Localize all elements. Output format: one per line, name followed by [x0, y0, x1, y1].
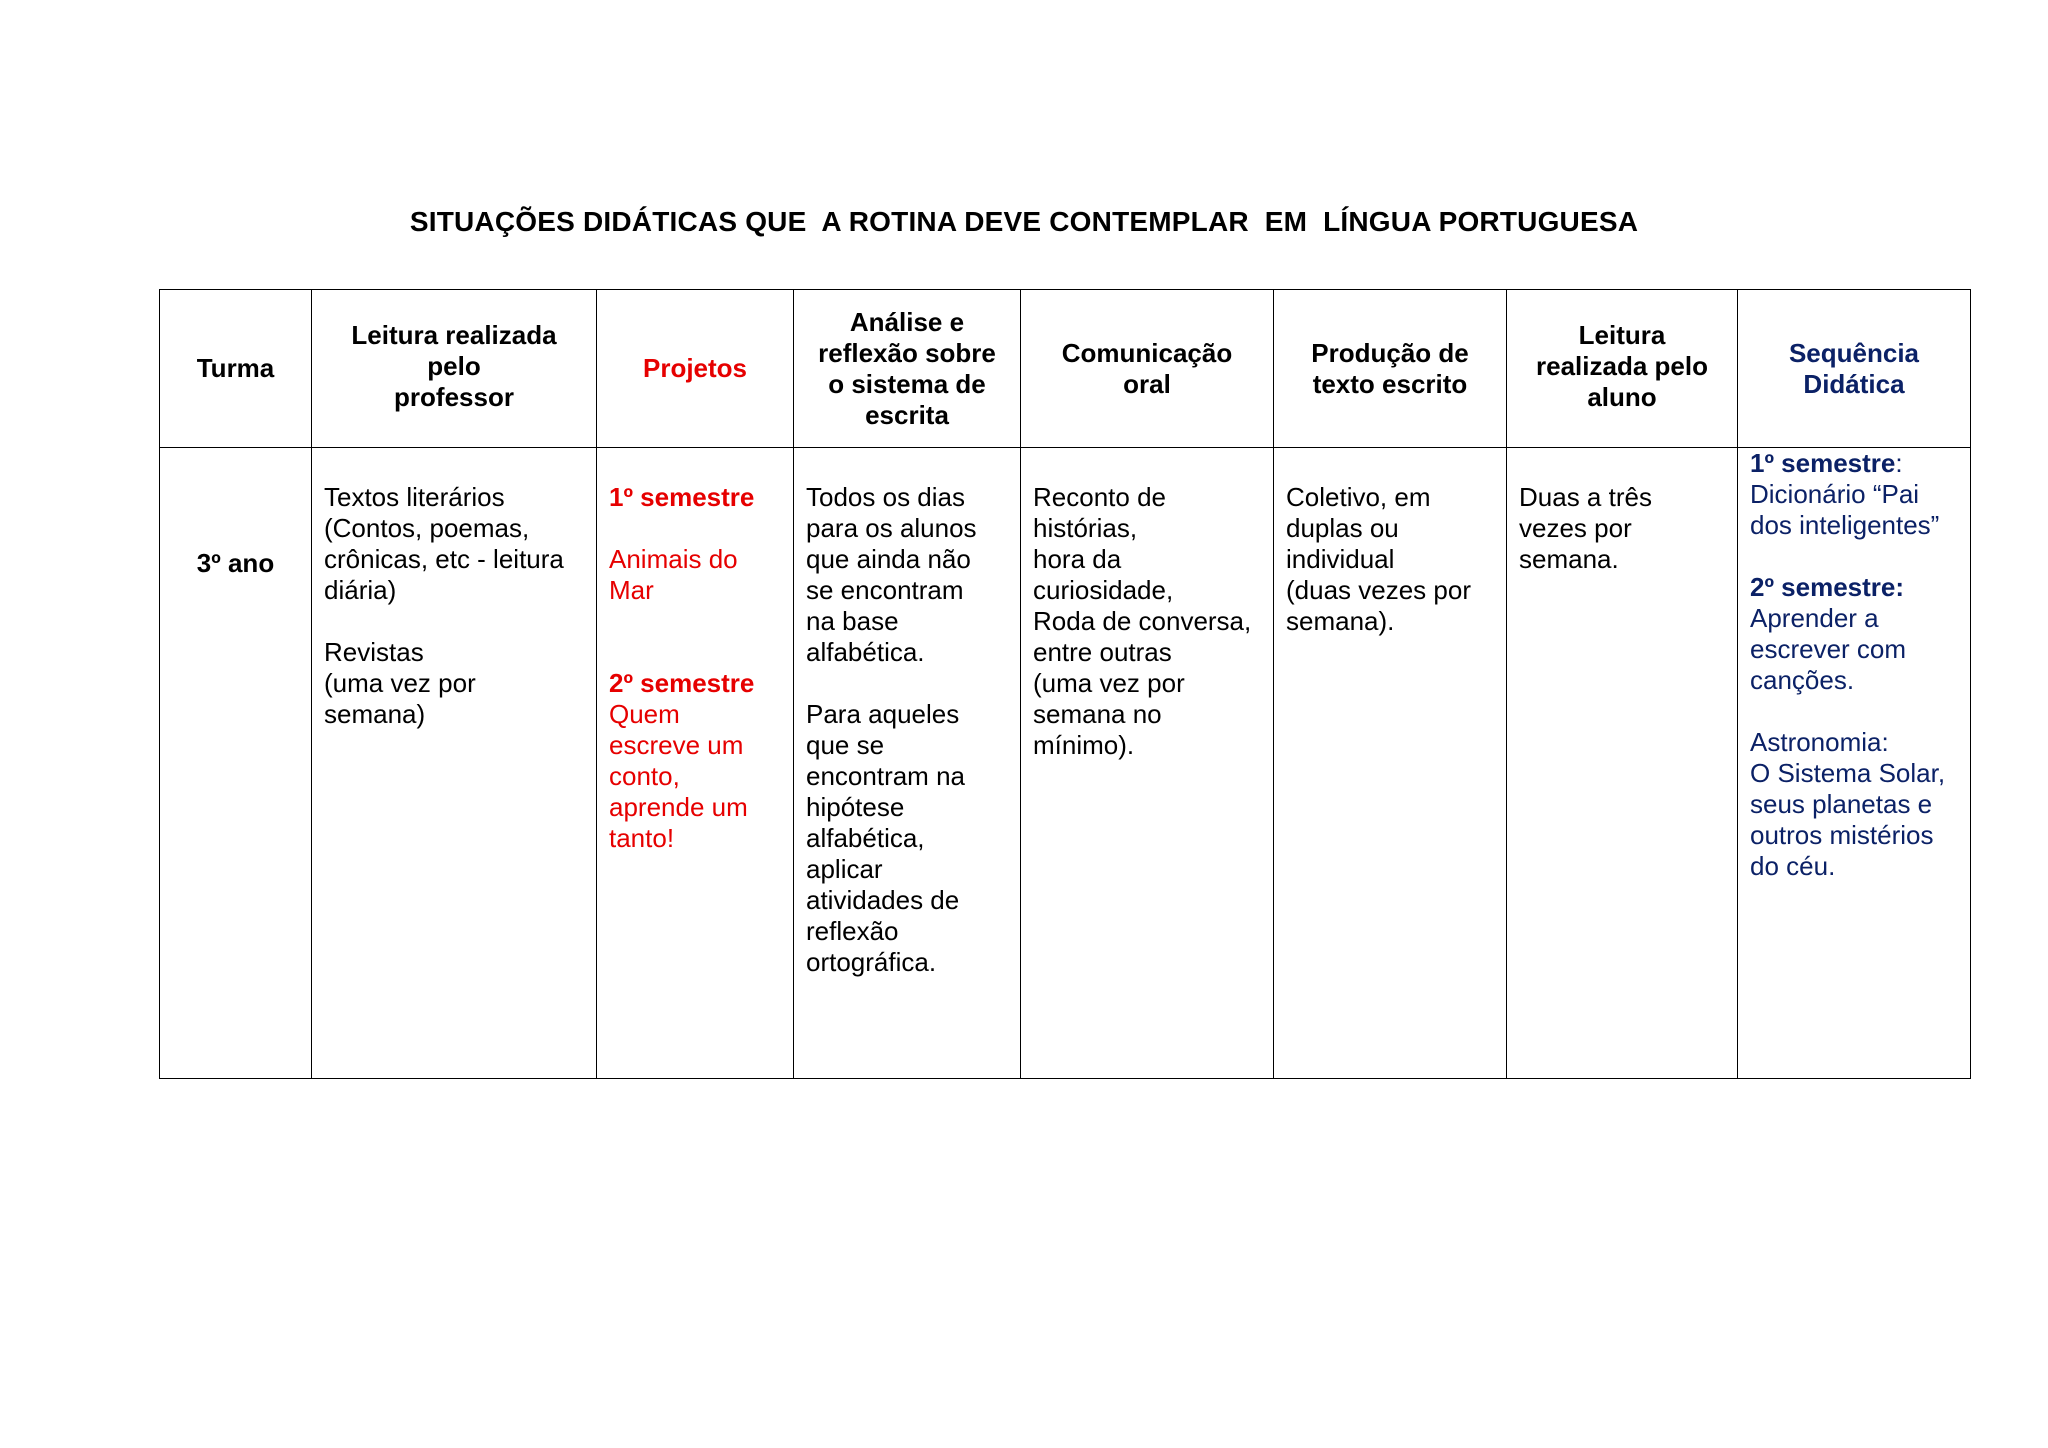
cell-producao: Coletivo, em duplas ou individual (duas vezes por semana). — [1274, 448, 1507, 1079]
cell-projetos: 1º semestre Animais do Mar 2º semestre Quem escreve um conto, aprende um tanto! — [597, 448, 794, 1079]
cell-leitura-professor: Textos literários (Contos, poemas, crônicas, etc - leitura diária) Revistas (uma vez por semana) — [312, 448, 597, 1079]
cell-comunicacao: Reconto de histórias, hora da curiosidade, Roda de conversa, entre outras (uma vez por semana no mínimo). — [1021, 448, 1274, 1079]
cell-turma: 3º ano — [160, 448, 312, 1079]
projetos-sem2-label: 2º semestre — [609, 668, 755, 698]
cell-analise: Todos os dias para os alunos que ainda não se encontram na base alfabética. Para aqueles que se encontram na hipótese alfabética, aplicar atividades de reflexão ortográfica. — [794, 448, 1021, 1079]
header-sequencia: Sequência Didática — [1738, 290, 1971, 448]
header-leitura-aluno: Leitura realizada pelo aluno — [1507, 290, 1738, 448]
projetos-sem1-label: 1º semestre — [609, 482, 755, 512]
header-producao: Produção de texto escrito — [1274, 290, 1507, 448]
header-leitura-professor: Leitura realizada pelo professor — [312, 290, 597, 448]
table-header-row — [160, 290, 1971, 448]
table-row — [160, 448, 1971, 1079]
sequencia-sem2-label: 2º semestre: — [1750, 572, 1905, 602]
header-projetos: Projetos — [597, 290, 794, 448]
header-comunicacao: Comunicação oral — [1021, 290, 1274, 448]
header-analise: Análise e reflexão sobre o sistema de escrita — [794, 290, 1021, 448]
cell-leitura-aluno: Duas a três vezes por semana. — [1507, 448, 1738, 1079]
routine-table — [159, 289, 1971, 1079]
document-title: SITUAÇÕES DIDÁTICAS QUE A ROTINA DEVE CONTEMPLAR EM LÍNGUA PORTUGUESA — [409, 206, 1639, 237]
sequencia-sem1-label: 1º semestre — [1750, 448, 1896, 478]
header-turma: Turma — [160, 290, 312, 448]
cell-sequencia: 1º semestre: Dicionário “Pai dos inteligentes” 2º semestre: Aprender a escrever com canções. Astronomia: O Sistema Solar, seus planetas e outros mistérios do céu. — [1738, 448, 1971, 1079]
